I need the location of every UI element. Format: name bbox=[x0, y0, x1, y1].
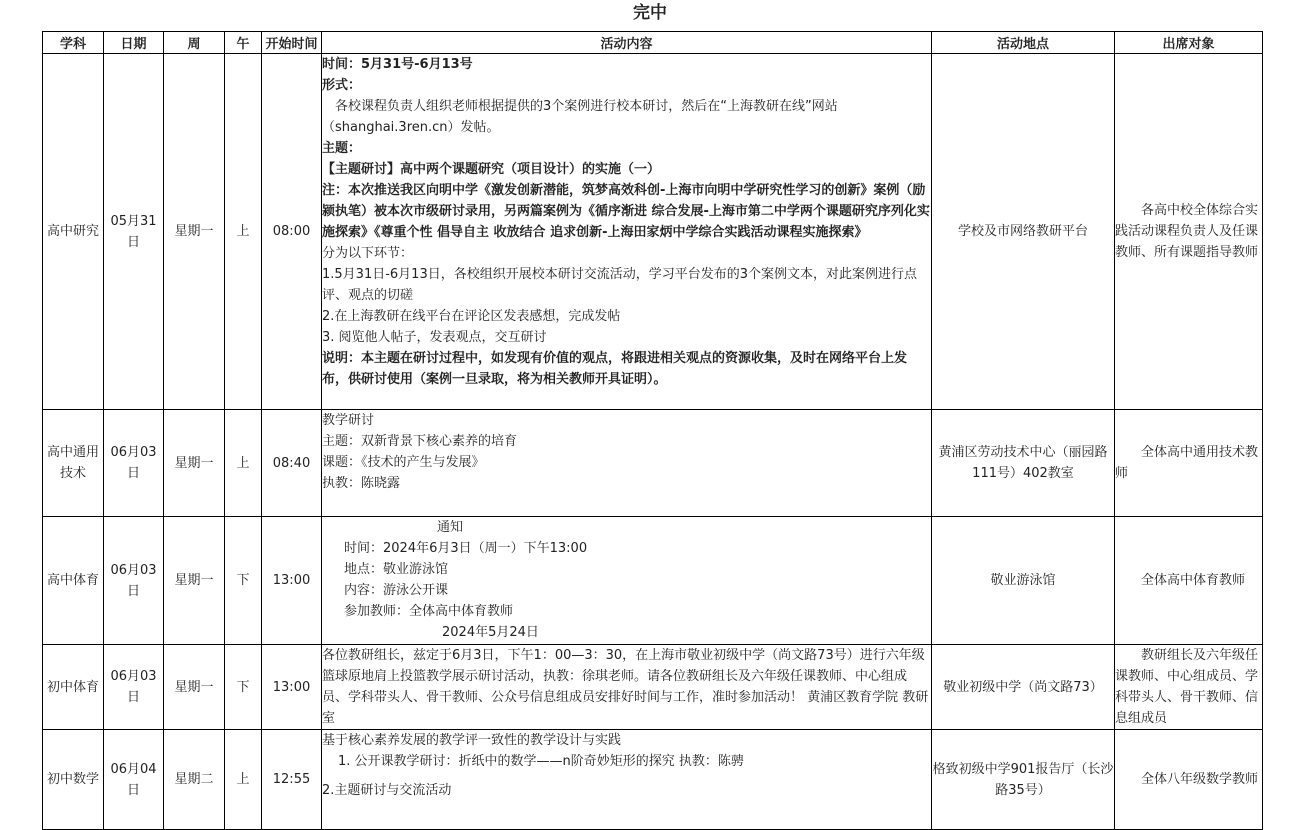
cell-content bbox=[322, 645, 932, 730]
page-title: 完中 bbox=[633, 3, 667, 23]
content-line: 通知 bbox=[437, 520, 464, 535]
content-line: 时间：5月31号-6月13号 bbox=[322, 57, 473, 72]
cell-date: 05月31日 bbox=[104, 54, 164, 410]
content-line: 各位教研组长，兹定于6月3日，下午1：00—3：30，在上海市敬业初级中学（尚文路73号）进行六年级篮球原地肩上投篮教学展示研讨活动，执教：徐琪老师。请各位教研组长及六年级任课教师、中心组成员、学科带头人、骨干教师、公众号信息组成员安排好时间与工作，准时参加活动！ 黄浦区教育学院 教研室 bbox=[322, 648, 929, 726]
cell-subject: 初中体育 bbox=[43, 645, 104, 730]
cell-audience: 教研组长及六年级任课教师、中心组成员、学科带头人、骨干教师、信息组成员 bbox=[1115, 645, 1263, 730]
cell-time: 08:00 bbox=[262, 54, 322, 410]
cell-place: 格致初级中学901报告厅（长沙路35号） bbox=[932, 730, 1115, 830]
content-line: 内容：游泳公开课 bbox=[344, 583, 449, 598]
table-row bbox=[43, 517, 1263, 645]
table-row bbox=[43, 645, 1263, 730]
cell-content bbox=[322, 517, 932, 645]
cell-subject: 初中数学 bbox=[43, 730, 104, 830]
header-subject: 学科 bbox=[43, 32, 104, 54]
content-line: 地点：敬业游泳馆 bbox=[344, 562, 449, 577]
cell-date: 06月04日 bbox=[104, 730, 164, 830]
cell-weekday: 星期一 bbox=[164, 517, 225, 645]
cell-weekday: 星期一 bbox=[164, 54, 225, 410]
cell-content bbox=[322, 730, 932, 830]
content-line: 注：本次推送我区向明中学《激发创新潜能，筑梦高效科创-上海市向明中学研究性学习的创新》案例（励颍执笔）被本次市级研讨录用，另两篇案例为《循序渐进 综合发展-上海市第二中学两个课题研究序列化实施探索》《尊重个性 倡导自主 收放结合 追求创新-上海田家炳中学综合实践活动课程实施探索》 bbox=[322, 183, 930, 240]
header-time: 开始时间 bbox=[262, 32, 322, 54]
cell-date: 06月03日 bbox=[104, 517, 164, 645]
cell-place: 敬业游泳馆 bbox=[932, 517, 1115, 645]
cell-date: 06月03日 bbox=[104, 410, 164, 517]
header-place: 活动地点 bbox=[932, 32, 1115, 54]
cell-time: 12:55 bbox=[262, 730, 322, 830]
content-line: 2.主题研讨与交流活动 bbox=[322, 783, 452, 798]
cell-weekday: 星期一 bbox=[164, 410, 225, 517]
content-line: 2024年5月24日 bbox=[442, 625, 539, 640]
content-line: 形式： bbox=[322, 78, 362, 93]
content-line: 3. 阅览他人帖子，发表观点，交互研讨 bbox=[322, 330, 547, 345]
cell-half: 下 bbox=[225, 517, 262, 645]
cell-place: 学校及市网络教研平台 bbox=[932, 54, 1115, 410]
cell-subject: 高中通用技术 bbox=[43, 410, 104, 517]
content-line: 分为以下环节： bbox=[322, 246, 414, 261]
cell-audience: 各高中校全体综合实践活动课程负责人及任课教师、所有课题指导教师 bbox=[1115, 54, 1263, 410]
header-row bbox=[43, 32, 1263, 54]
content-line: 教学研讨 bbox=[322, 413, 375, 428]
content-line: 时间：2024年6月3日（周一）下午13:00 bbox=[344, 541, 588, 556]
cell-time: 13:00 bbox=[262, 517, 322, 645]
content-line: 主题：双新背景下核心素养的培育 bbox=[322, 434, 518, 449]
cell-audience: 全体高中体育教师 bbox=[1115, 517, 1263, 645]
cell-subject: 高中体育 bbox=[43, 517, 104, 645]
cell-place: 敬业初级中学（尚文路73） bbox=[932, 645, 1115, 730]
content-line: 主题： bbox=[322, 141, 362, 156]
content-line: 说明：本主题在研讨过程中，如发现有价值的观点，将跟进相关观点的资源收集，及时在网络平台上发布，供研讨使用（案例一旦录取，将为相关教师开具证明）。 bbox=[322, 351, 908, 387]
cell-weekday: 星期一 bbox=[164, 645, 225, 730]
header-content: 活动内容 bbox=[322, 32, 932, 54]
cell-subject: 高中研究 bbox=[43, 54, 104, 410]
cell-weekday: 星期二 bbox=[164, 730, 225, 830]
content-line: 执教：陈晓露 bbox=[322, 476, 401, 491]
schedule-table bbox=[42, 31, 1263, 830]
cell-time: 13:00 bbox=[262, 645, 322, 730]
cell-date: 06月03日 bbox=[104, 645, 164, 730]
cell-half: 下 bbox=[225, 645, 262, 730]
content-line: 1.5月31日-6月13日，各校组织开展校本研讨交流活动，学习平台发布的3个案例文本，对此案例进行点评、观点的切磋 bbox=[322, 267, 917, 303]
header-date: 日期 bbox=[104, 32, 164, 54]
cell-audience: 全体高中通用技术教师 bbox=[1115, 410, 1263, 517]
cell-place: 黄浦区劳动技术中心（丽园路111号）402教室 bbox=[932, 410, 1115, 517]
cell-content bbox=[322, 410, 932, 517]
content-line: 1. 公开课教学研讨：折纸中的数学——n阶奇妙矩形的探究 执教：陈骋 bbox=[338, 754, 744, 769]
content-line: 参加教师：全体高中体育教师 bbox=[344, 604, 514, 619]
content-line: 【主题研讨】高中两个课题研究（项目设计）的实施（一） bbox=[322, 162, 661, 177]
header-weekday: 周 bbox=[164, 32, 225, 54]
header-half: 午 bbox=[225, 32, 262, 54]
cell-time: 08:40 bbox=[262, 410, 322, 517]
header-audience: 出席对象 bbox=[1115, 32, 1263, 54]
table-row bbox=[43, 410, 1263, 517]
content-line: 课题：《技术的产生与发展》 bbox=[322, 455, 485, 470]
table-row bbox=[43, 730, 1263, 830]
table-row bbox=[43, 54, 1263, 410]
cell-audience: 全体八年级数学教师 bbox=[1115, 730, 1263, 830]
content-line: 基于核心素养发展的教学评一致性的教学设计与实践 bbox=[322, 733, 622, 748]
cell-content bbox=[322, 54, 932, 410]
content-line: 各校课程负责人组织老师根据提供的3个案例进行校本研讨，然后在“上海教研在线”网站（shanghai.3ren.cn）发帖。 bbox=[322, 99, 838, 135]
cell-half: 上 bbox=[225, 410, 262, 517]
content-line: 2.在上海教研在线平台在评论区发表感想，完成发帖 bbox=[322, 309, 621, 324]
cell-half: 上 bbox=[225, 730, 262, 830]
cell-half: 上 bbox=[225, 54, 262, 410]
